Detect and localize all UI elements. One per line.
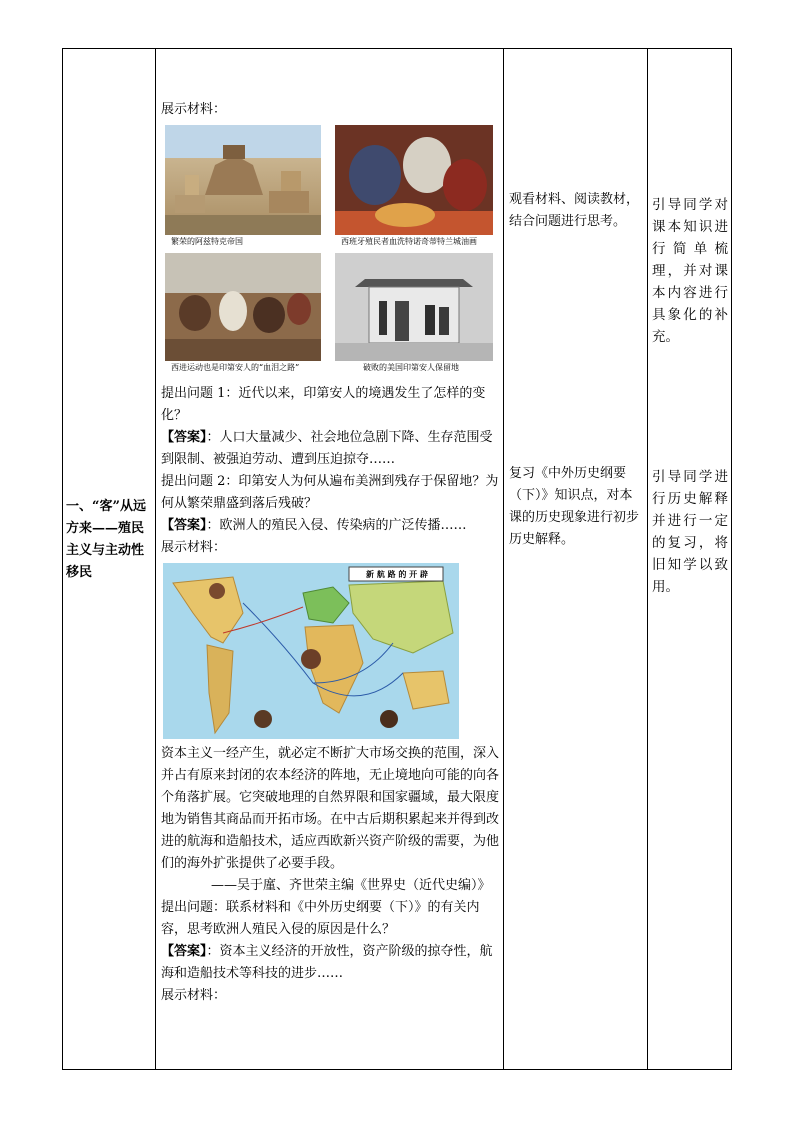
question-2: 提出问题 2：印第安人为何从遍布美洲到残存于保留地？为何从繁荣鼎盛到落后残破？	[161, 474, 499, 511]
lesson-table	[62, 48, 732, 1070]
westward-movement-image	[165, 253, 321, 361]
answer-3: 【答案】：资本主义经济的开放性，资产阶级的掠夺性，航海和造船技术等科技的进步……	[161, 944, 493, 981]
image-caption: 破败的美国印第安人保留地	[363, 363, 459, 372]
show-material-label: 展示材料：	[161, 988, 227, 1003]
column-divider	[647, 49, 648, 1069]
reservation-photo-image	[335, 253, 493, 361]
show-material-label: 展示材料：	[161, 540, 227, 555]
answer-2: 【答案】：欧洲人的殖民入侵、传染病的广泛传播……	[161, 518, 467, 533]
answer-label: 【答案】	[161, 430, 207, 445]
map-title: 新 航 路 的 开 辟	[366, 569, 428, 579]
answer-1: 【答案】：人口大量减少、社会地位急剧下降、生存范围受到限制、被强迫劳动、遭到压迫掠夺……	[161, 430, 493, 467]
table-border-left	[62, 49, 63, 1069]
image-caption: 西班牙殖民者血洗特诺奇蒂特兰城油画	[341, 237, 477, 246]
teaching-content	[161, 99, 499, 1007]
answer-label: 【答案】	[161, 518, 207, 533]
new-sea-route-map	[163, 563, 459, 739]
table-border-right	[731, 49, 732, 1069]
image-grid	[163, 125, 493, 377]
quote-text: 资本主义一经产生，就必定不断扩大市场交换的范围，深入并占有原来封闭的农本经济的阵地，无止境地向可能的向各个角落扩展。它突破地理的自然界限和国家疆域，最大限度地为销售其商品而开拓市场。在中古后期积累起来并得到改进的航海和造船技术，适应西欧新兴资产阶级的需要，为他们的海外扩张提供了必要手段。	[161, 746, 500, 871]
design-purpose-2: 引导同学进行历史解释并进行一定的复习，将旧知学以致用。	[652, 469, 728, 595]
student-activity-1: 观看材料、阅读教材，结合问题进行思考。	[509, 192, 640, 229]
image-caption: 繁荣的阿兹特克帝国	[171, 237, 243, 246]
aztec-city-image	[165, 125, 321, 235]
question-1: 提出问题 1：近代以来，印第安人的境遇发生了怎样的变化？	[161, 386, 486, 423]
show-material-label: 展示材料：	[161, 102, 227, 117]
conquest-painting-image	[335, 125, 493, 235]
section-title: 一、“客”从远方来——殖民主义与主动性移民	[66, 499, 146, 580]
design-purpose-1: 引导同学对课本知识进行简单梳理，并对课本内容进行具象化的补充。	[652, 197, 728, 345]
column-divider	[155, 49, 156, 1069]
question-3: 提出问题：联系材料和《中外历史纲要（下）》的有关内容，思考欧洲人殖民入侵的原因是什么？	[161, 900, 480, 937]
quote-source: ——吴于廑、齐世荣主编《世界史（近代史编）》	[211, 878, 491, 893]
image-caption: 西进运动也是印第安人的“血泪之路”	[171, 363, 300, 372]
answer-label: 【答案】	[161, 944, 207, 959]
student-activity-2: 复习《中外历史纲要（下）》知识点，对本课的历史现象进行初步历史解释。	[509, 466, 640, 547]
column-divider	[503, 49, 504, 1069]
